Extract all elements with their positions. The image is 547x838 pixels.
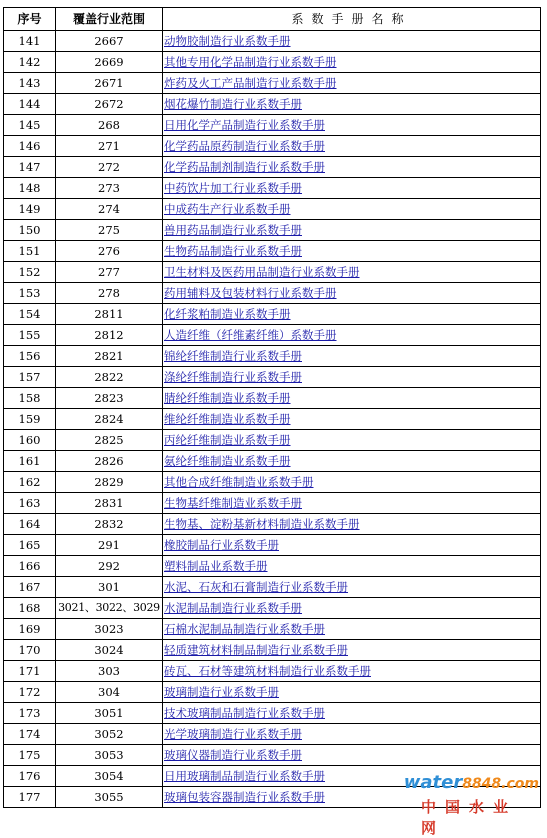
table-row (4, 220, 541, 241)
row-manual-cell (163, 304, 541, 325)
row-seq: 164 (4, 514, 56, 535)
row-manual-cell (163, 535, 541, 556)
manual-link[interactable]: 维纶纤维制造业系数手册 (164, 412, 291, 426)
row-seq: 177 (4, 787, 56, 808)
table-row (4, 304, 541, 325)
row-manual-cell (163, 115, 541, 136)
row-seq: 169 (4, 619, 56, 640)
manual-link[interactable]: 日用化学产品制造行业系数手册 (164, 118, 325, 132)
table-row (4, 514, 541, 535)
table-row (4, 157, 541, 178)
manual-link[interactable]: 烟花爆竹制造行业系数手册 (164, 97, 302, 111)
table-row (4, 94, 541, 115)
row-manual-cell (163, 52, 541, 73)
row-manual-cell (163, 514, 541, 535)
table-row (4, 178, 541, 199)
table-row (4, 556, 541, 577)
manual-link[interactable]: 橡胶制品行业系数手册 (164, 538, 279, 552)
row-seq: 167 (4, 577, 56, 598)
row-manual-cell (163, 598, 541, 619)
row-manual-cell (163, 136, 541, 157)
row-manual-cell (163, 682, 541, 703)
manual-table (3, 7, 541, 808)
row-seq: 150 (4, 220, 56, 241)
row-seq: 170 (4, 640, 56, 661)
table-row (4, 493, 541, 514)
row-scope: 276 (56, 241, 163, 262)
row-scope: 2821 (56, 346, 163, 367)
row-seq: 171 (4, 661, 56, 682)
row-scope: 3054 (56, 766, 163, 787)
row-seq: 173 (4, 703, 56, 724)
row-seq: 161 (4, 451, 56, 472)
table-row (4, 745, 541, 766)
row-manual-cell (163, 346, 541, 367)
manual-link[interactable]: 生物基纤维制造业系数手册 (164, 496, 302, 510)
table-row (4, 325, 541, 346)
manual-link[interactable]: 化学药品制剂制造行业系数手册 (164, 160, 325, 174)
row-seq: 159 (4, 409, 56, 430)
row-seq: 157 (4, 367, 56, 388)
row-scope: 277 (56, 262, 163, 283)
manual-link[interactable]: 玻璃制造行业系数手册 (164, 685, 279, 699)
watermark-logo (403, 772, 541, 837)
manual-link[interactable]: 石棉水泥制品制造行业系数手册 (164, 622, 325, 636)
manual-link[interactable]: 涤纶纤维制造行业系数手册 (164, 370, 302, 384)
row-manual-cell (163, 472, 541, 493)
manual-link[interactable]: 丙纶纤维制造业系数手册 (164, 433, 291, 447)
row-seq: 176 (4, 766, 56, 787)
row-scope: 2667 (56, 31, 163, 52)
row-scope: 301 (56, 577, 163, 598)
row-seq: 148 (4, 178, 56, 199)
row-scope: 2812 (56, 325, 163, 346)
row-manual-cell (163, 556, 541, 577)
watermark-subtitle: 中国水业网 (421, 798, 518, 837)
row-scope: 2826 (56, 451, 163, 472)
row-manual-cell (163, 199, 541, 220)
table-row (4, 367, 541, 388)
row-manual-cell (163, 178, 541, 199)
row-seq: 175 (4, 745, 56, 766)
row-scope: 3051 (56, 703, 163, 724)
manual-link[interactable]: 化纤浆粕制造业系数手册 (164, 307, 291, 321)
table-row (4, 136, 541, 157)
manual-link[interactable]: 中成药生产行业系数手册 (164, 202, 291, 216)
row-scope: 3024 (56, 640, 163, 661)
table-row (4, 535, 541, 556)
row-scope: 3023 (56, 619, 163, 640)
manual-link[interactable]: 卫生材料及医药用品制造行业系数手册 (164, 265, 360, 279)
row-scope: 2672 (56, 94, 163, 115)
row-manual-cell (163, 220, 541, 241)
header-scope: 覆盖行业范围 (56, 8, 163, 31)
table-row (4, 199, 541, 220)
header-name: 系数手册名称 (163, 8, 541, 31)
table-row (4, 430, 541, 451)
row-scope: 3055 (56, 787, 163, 808)
table-body (4, 31, 541, 808)
manual-link[interactable]: 人造纤维（纤维素纤维）系数手册 (164, 328, 337, 342)
row-seq: 174 (4, 724, 56, 745)
row-scope: 273 (56, 178, 163, 199)
manual-link[interactable]: 玻璃包装容器制造行业系数手册 (164, 790, 325, 804)
row-seq: 156 (4, 346, 56, 367)
table-header-row (4, 8, 541, 31)
table-row (4, 262, 541, 283)
table-row (4, 619, 541, 640)
manual-link[interactable]: 化学药品原药制造行业系数手册 (164, 139, 325, 153)
row-manual-cell (163, 493, 541, 514)
manual-link[interactable]: 玻璃仪器制造行业系数手册 (164, 748, 302, 762)
row-scope: 274 (56, 199, 163, 220)
manual-link[interactable]: 炸药及火工产品制造行业系数手册 (164, 76, 337, 90)
row-manual-cell (163, 619, 541, 640)
row-scope: 272 (56, 157, 163, 178)
table-row (4, 241, 541, 262)
table-row (4, 472, 541, 493)
manual-link[interactable]: 日用玻璃制品制造行业系数手册 (164, 769, 325, 783)
table-row (4, 409, 541, 430)
row-scope: 2823 (56, 388, 163, 409)
row-seq: 144 (4, 94, 56, 115)
row-seq: 146 (4, 136, 56, 157)
manual-link[interactable]: 水泥、石灰和石膏制造行业系数手册 (164, 580, 348, 594)
row-seq: 142 (4, 52, 56, 73)
table-row (4, 283, 541, 304)
row-manual-cell (163, 577, 541, 598)
row-manual-cell (163, 430, 541, 451)
row-manual-cell (163, 283, 541, 304)
row-scope: 2811 (56, 304, 163, 325)
row-seq: 154 (4, 304, 56, 325)
row-seq: 158 (4, 388, 56, 409)
row-scope: 2831 (56, 493, 163, 514)
manual-link[interactable]: 轻质建筑材料制品制造行业系数手册 (164, 643, 348, 657)
row-manual-cell (163, 640, 541, 661)
manual-link[interactable]: 光学玻璃制造行业系数手册 (164, 727, 302, 741)
row-scope: 303 (56, 661, 163, 682)
row-manual-cell (163, 409, 541, 430)
manual-link[interactable]: 砖瓦、石材等建筑材料制造行业系数手册 (164, 664, 371, 678)
manual-link[interactable]: 其他专用化学品制造行业系数手册 (164, 55, 337, 69)
row-manual-cell (163, 31, 541, 52)
row-manual-cell (163, 73, 541, 94)
row-seq: 153 (4, 283, 56, 304)
row-seq: 172 (4, 682, 56, 703)
row-seq: 162 (4, 472, 56, 493)
row-scope: 271 (56, 136, 163, 157)
row-seq: 143 (4, 73, 56, 94)
row-manual-cell (163, 262, 541, 283)
row-seq: 147 (4, 157, 56, 178)
table-row (4, 577, 541, 598)
row-scope: 2832 (56, 514, 163, 535)
row-scope: 2824 (56, 409, 163, 430)
row-seq: 166 (4, 556, 56, 577)
row-seq: 149 (4, 199, 56, 220)
manual-link[interactable]: 生物基、淀粉基新材料制造业系数手册 (164, 517, 360, 531)
row-seq: 151 (4, 241, 56, 262)
table-row (4, 52, 541, 73)
row-scope: 292 (56, 556, 163, 577)
manual-link[interactable]: 药用辅料及包装材料行业系数手册 (164, 286, 337, 300)
row-manual-cell (163, 367, 541, 388)
manual-link[interactable]: 兽用药品制造行业系数手册 (164, 223, 302, 237)
table-row (4, 703, 541, 724)
table-row (4, 640, 541, 661)
table-row (4, 724, 541, 745)
row-manual-cell (163, 94, 541, 115)
row-manual-cell (163, 724, 541, 745)
row-scope: 2669 (56, 52, 163, 73)
table-row (4, 73, 541, 94)
table-row (4, 661, 541, 682)
row-seq: 168 (4, 598, 56, 619)
table-row (4, 346, 541, 367)
row-scope: 3052 (56, 724, 163, 745)
row-seq: 155 (4, 325, 56, 346)
manual-link[interactable]: 技术玻璃制品制造行业系数手册 (164, 706, 325, 720)
manual-link[interactable]: 其他合成纤维制造业系数手册 (164, 475, 314, 489)
manual-link[interactable]: 塑料制品业系数手册 (164, 559, 268, 573)
row-seq: 163 (4, 493, 56, 514)
row-scope: 3053 (56, 745, 163, 766)
row-scope: 2822 (56, 367, 163, 388)
manual-link[interactable]: 氨纶纤维制造业系数手册 (164, 454, 291, 468)
row-scope: 304 (56, 682, 163, 703)
row-manual-cell (163, 661, 541, 682)
table-row (4, 451, 541, 472)
row-manual-cell (163, 325, 541, 346)
table-row (4, 682, 541, 703)
row-seq: 145 (4, 115, 56, 136)
row-seq: 152 (4, 262, 56, 283)
row-manual-cell (163, 745, 541, 766)
row-scope: 3021、3022、3029 (56, 598, 163, 619)
row-manual-cell (163, 388, 541, 409)
row-manual-cell (163, 241, 541, 262)
row-manual-cell (163, 451, 541, 472)
manual-link[interactable]: 生物药品制造行业系数手册 (164, 244, 302, 258)
row-scope: 2829 (56, 472, 163, 493)
row-seq: 165 (4, 535, 56, 556)
row-scope: 275 (56, 220, 163, 241)
table-row (4, 31, 541, 52)
manual-link[interactable]: 动物胶制造行业系数手册 (164, 34, 291, 48)
row-scope: 2825 (56, 430, 163, 451)
manual-link[interactable]: 水泥制品制造行业系数手册 (164, 601, 302, 615)
header-seq: 序号 (4, 8, 56, 31)
manual-link[interactable]: 中药饮片加工行业系数手册 (164, 181, 302, 195)
table-row (4, 115, 541, 136)
row-seq: 141 (4, 31, 56, 52)
row-scope: 268 (56, 115, 163, 136)
manual-link[interactable]: 锦纶纤维制造行业系数手册 (164, 349, 302, 363)
row-scope: 278 (56, 283, 163, 304)
row-scope: 291 (56, 535, 163, 556)
table-row (4, 598, 541, 619)
row-seq: 160 (4, 430, 56, 451)
row-scope: 2671 (56, 73, 163, 94)
watermark-brand: water8848.com (403, 772, 539, 793)
row-manual-cell (163, 157, 541, 178)
row-manual-cell (163, 703, 541, 724)
table-row (4, 388, 541, 409)
manual-link[interactable]: 腈纶纤维制造业系数手册 (164, 391, 291, 405)
